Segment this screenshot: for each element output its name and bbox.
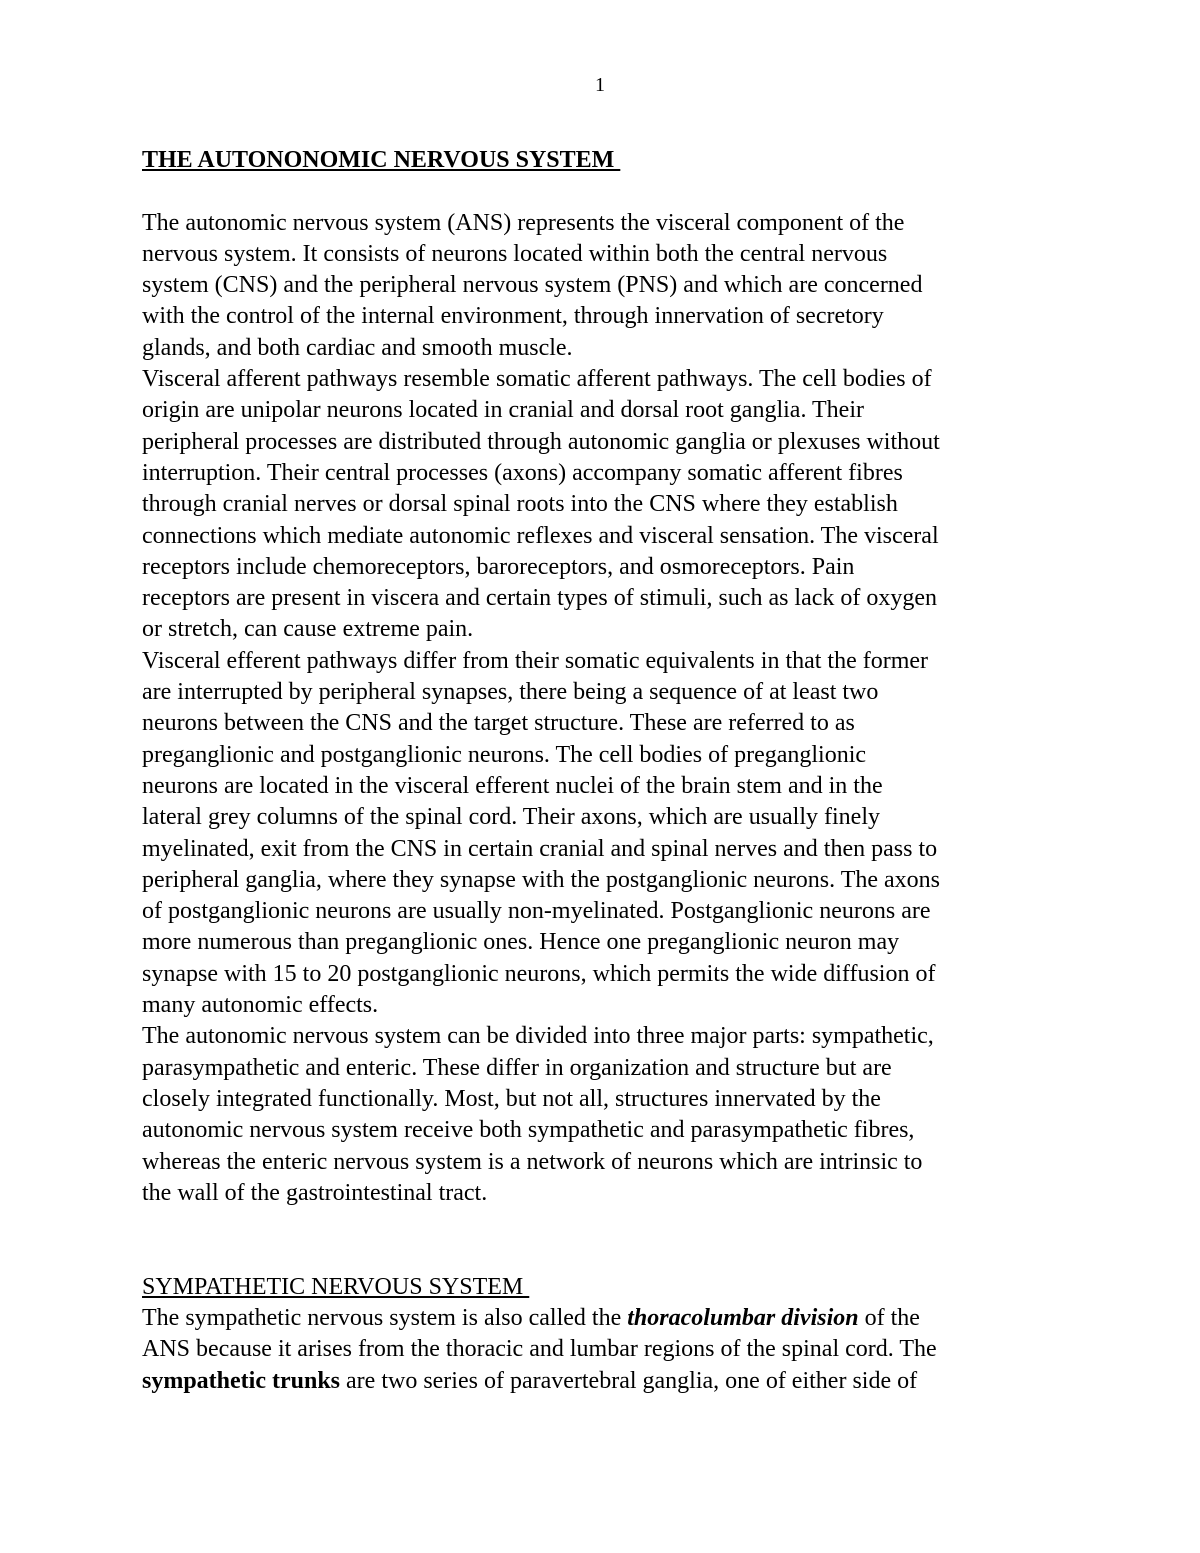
text-line: peripheral ganglia, where they synapse with the postganglionic neurons. The axons <box>142 866 941 893</box>
sympathetic-heading: SYMPATHETIC NERVOUS SYSTEM <box>142 1273 530 1300</box>
emphasis-thoracolumbar: thoracolumbar division <box>627 1304 859 1331</box>
text-line: closely integrated functionally. Most, but not all, structures innervated by the <box>142 1085 881 1112</box>
paragraph-visceral-afferent <box>142 364 1072 646</box>
paragraph-intro <box>142 208 1072 364</box>
text-line: receptors include chemoreceptors, baroreceptors, and osmoreceptors. Pain <box>142 553 855 580</box>
text-line: myelinated, exit from the CNS in certain cranial and spinal nerves and then pass to <box>142 835 938 862</box>
main-heading: THE AUTONONOMIC NERVOUS SYSTEM <box>142 147 621 173</box>
paragraph-visceral-efferent <box>142 646 1072 1022</box>
text-line: glands, and both cardiac and smooth muscle. <box>142 334 573 361</box>
text-line: neurons are located in the visceral efferent nuclei of the brain stem and in the <box>142 772 883 799</box>
text-line: connections which mediate autonomic reflexes and visceral sensation. The visceral <box>142 522 939 549</box>
text-line: The autonomic nervous system can be divided into three major parts: sympathetic, <box>142 1023 934 1050</box>
text-line: peripheral processes are distributed through autonomic ganglia or plexuses without <box>142 428 940 455</box>
text-run: of the <box>858 1304 920 1331</box>
text-line: synapse with 15 to 20 postganglionic neurons, which permits the wide diffusion of <box>142 960 936 987</box>
text-line: whereas the enteric nervous system is a network of neurons which are intrinsic to <box>142 1148 923 1175</box>
text-line: preganglionic and postganglionic neurons. The cell bodies of preganglionic <box>142 741 867 768</box>
text-line <box>142 1366 1072 1397</box>
text-run: The sympathetic nervous system is also called the <box>142 1304 628 1331</box>
text-run: are two series of paravertebral ganglia, one of either side of <box>340 1367 918 1394</box>
emphasis-sympathetic-trunks: sympathetic trunks <box>142 1367 341 1394</box>
text-line: autonomic nervous system receive both sympathetic and parasympathetic fibres, <box>142 1117 915 1144</box>
paragraph-sympathetic <box>142 1303 1072 1397</box>
text-line: system (CNS) and the peripheral nervous system (PNS) and which are concerned <box>142 272 923 299</box>
text-line: Visceral afferent pathways resemble somatic afferent pathways. The cell bodies of <box>142 366 932 393</box>
text-line <box>142 1303 1072 1334</box>
spacer <box>142 1209 1072 1272</box>
text-line: the wall of the gastrointestinal tract. <box>142 1179 488 1206</box>
text-line: or stretch, can cause extreme pain. <box>142 616 474 643</box>
text-line: receptors are present in viscera and certain types of stimuli, such as lack of oxygen <box>142 585 938 612</box>
text-line: of postganglionic neurons are usually non-myelinated. Postganglionic neurons are <box>142 898 931 925</box>
document-body <box>142 145 1072 1397</box>
spacer <box>142 176 1072 207</box>
paragraph-divisions <box>142 1021 1072 1209</box>
text-line: through cranial nerves or dorsal spinal roots into the CNS where they establish <box>142 491 898 518</box>
text-line: are interrupted by peripheral synapses, there being a sequence of at least two <box>142 679 879 706</box>
text-line: with the control of the internal environment, through innervation of secretory <box>142 303 884 330</box>
text-line: ANS because it arises from the thoracic and lumbar regions of the spinal cord. The <box>142 1336 937 1363</box>
text-line: Visceral efferent pathways differ from their somatic equivalents in that the former <box>142 647 929 674</box>
text-line: neurons between the CNS and the target structure. These are referred to as <box>142 710 855 737</box>
text-line: lateral grey columns of the spinal cord. Their axons, which are usually finely <box>142 804 880 831</box>
page-number: 1 <box>595 74 605 96</box>
text-line: nervous system. It consists of neurons located within both the central nervous <box>142 240 888 267</box>
text-line: more numerous than preganglionic ones. Hence one preganglionic neuron may <box>142 929 900 956</box>
text-line: origin are unipolar neurons located in cranial and dorsal root ganglia. Their <box>142 397 864 424</box>
text-line: The autonomic nervous system (ANS) represents the visceral component of the <box>142 209 905 236</box>
text-line: parasympathetic and enteric. These differ in organization and structure but are <box>142 1054 892 1081</box>
text-line: many autonomic effects. <box>142 992 379 1019</box>
text-line: interruption. Their central processes (axons) accompany somatic afferent fibres <box>142 459 903 486</box>
